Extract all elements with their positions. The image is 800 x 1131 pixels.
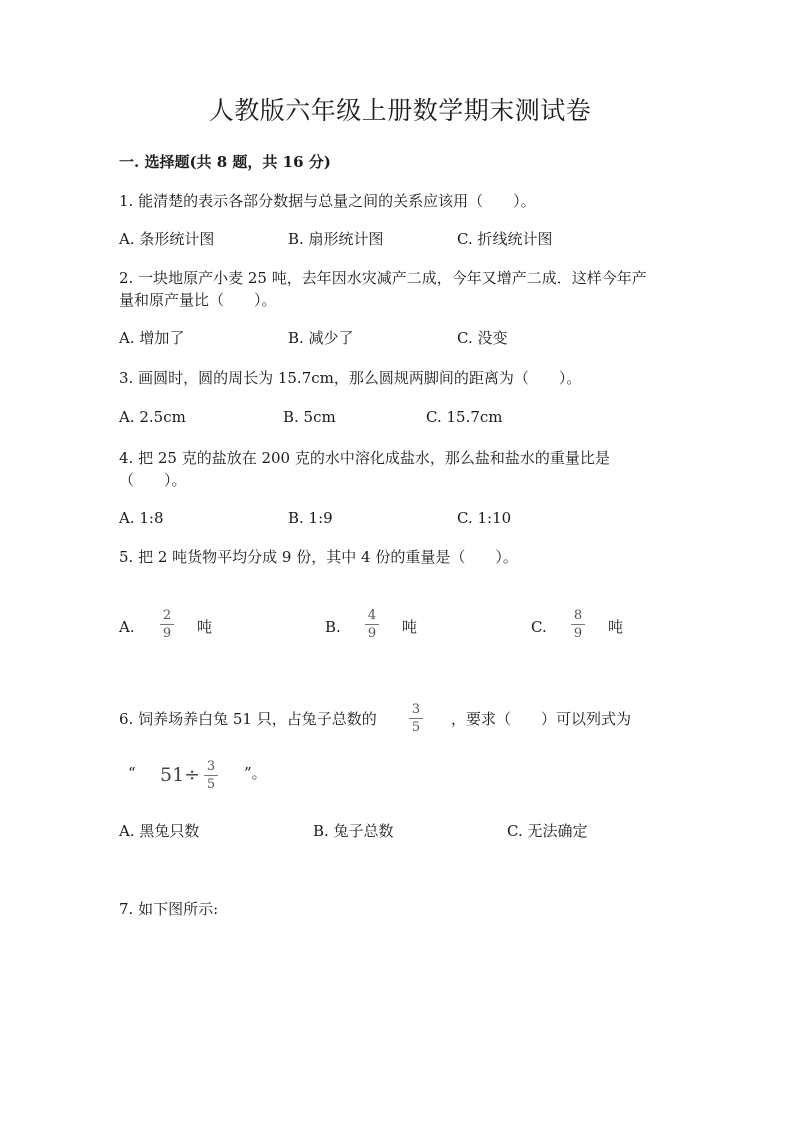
question-3-text: 3. 画圆时，圆的周长为 15.7cm，那么圆规两脚间的距离为（ ）。 xyxy=(119,369,582,387)
question-2-line-2: 量和原产量比（ ）。 xyxy=(119,291,277,309)
q4-option-a: A. 1:8 xyxy=(119,509,164,527)
q5-option-a-fraction xyxy=(160,608,174,641)
question-4-line-1: 4. 把 25 克的盐放在 200 克的水中溶化成盐水，那么盐和盐水的重量比是 xyxy=(119,449,610,467)
q6-option-b: B. 兔子总数 xyxy=(313,822,394,840)
fraction-numerator: 3 xyxy=(206,759,216,774)
fraction-numerator: 2 xyxy=(162,608,172,623)
q6-option-c: C. 无法确定 xyxy=(507,822,588,840)
q6-expression: 51÷ xyxy=(160,764,201,786)
fraction-numerator: 3 xyxy=(411,702,421,717)
fraction-numerator: 4 xyxy=(367,608,377,623)
fraction-bar xyxy=(409,718,423,719)
q5-option-b-unit: 吨 xyxy=(402,618,418,636)
q3-option-c: C. 15.7cm xyxy=(426,408,503,426)
q5-option-a-unit: 吨 xyxy=(197,618,213,636)
q2-option-c: C. 没变 xyxy=(457,329,508,347)
question-6-text-after: ，要求（ ）可以列式为 xyxy=(451,710,632,728)
question-7-text: 7. 如下图所示: xyxy=(119,900,219,918)
page-title: 人教版六年级上册数学期末测试卷 xyxy=(208,96,592,125)
fraction-denominator: 5 xyxy=(206,777,216,792)
fraction-denominator: 9 xyxy=(573,626,583,641)
q6-quote-close: ”。 xyxy=(244,764,267,782)
section-heading: 一. 选择题(共 8 题，共 16 分) xyxy=(119,153,331,171)
q1-option-a: A. 条形统计图 xyxy=(119,230,215,248)
question-1-text: 1. 能清楚的表示各部分数据与总量之间的关系应该用（ ）。 xyxy=(119,192,536,210)
q6-expression-fraction xyxy=(204,759,218,792)
question-6-text-before: 6. 饲养场养白兔 51 只，占兔子总数的 xyxy=(119,710,377,728)
fraction-denominator: 9 xyxy=(162,626,172,641)
q2-option-b: B. 减少了 xyxy=(288,329,354,347)
q2-option-a: A. 增加了 xyxy=(119,329,185,347)
q5-option-c-label: C. xyxy=(531,618,547,636)
q1-option-b: B. 扇形统计图 xyxy=(288,230,384,248)
q5-option-c-fraction xyxy=(571,608,585,641)
fraction-numerator: 8 xyxy=(573,608,583,623)
q4-option-b: B. 1:9 xyxy=(288,509,333,527)
q6-fraction xyxy=(409,702,423,735)
q5-option-c-unit: 吨 xyxy=(608,618,624,636)
q1-option-c: C. 折线统计图 xyxy=(457,230,553,248)
fraction-bar xyxy=(365,624,379,625)
q6-option-a: A. 黑兔只数 xyxy=(119,822,200,840)
fraction-denominator: 9 xyxy=(367,626,377,641)
fraction-bar xyxy=(571,624,585,625)
q3-option-b: B. 5cm xyxy=(283,408,336,426)
q4-option-c: C. 1:10 xyxy=(457,509,512,527)
q5-option-b-label: B. xyxy=(325,618,341,636)
fraction-bar xyxy=(160,624,174,625)
q5-option-a-label: A. xyxy=(119,618,135,636)
question-2-line-1: 2. 一块地原产小麦 25 吨，去年因水灾减产二成，今年又增产二成．这样今年产 xyxy=(119,269,647,287)
q3-option-a: A. 2.5cm xyxy=(119,408,186,426)
q6-quote-open: “ xyxy=(128,764,136,782)
fraction-bar xyxy=(204,775,218,776)
question-4-line-2: （ ）。 xyxy=(119,471,187,489)
q5-option-b-fraction xyxy=(365,608,379,641)
question-5-text: 5. 把 2 吨货物平均分成 9 份，其中 4 份的重量是（ ）。 xyxy=(119,548,518,566)
fraction-denominator: 5 xyxy=(411,720,421,735)
